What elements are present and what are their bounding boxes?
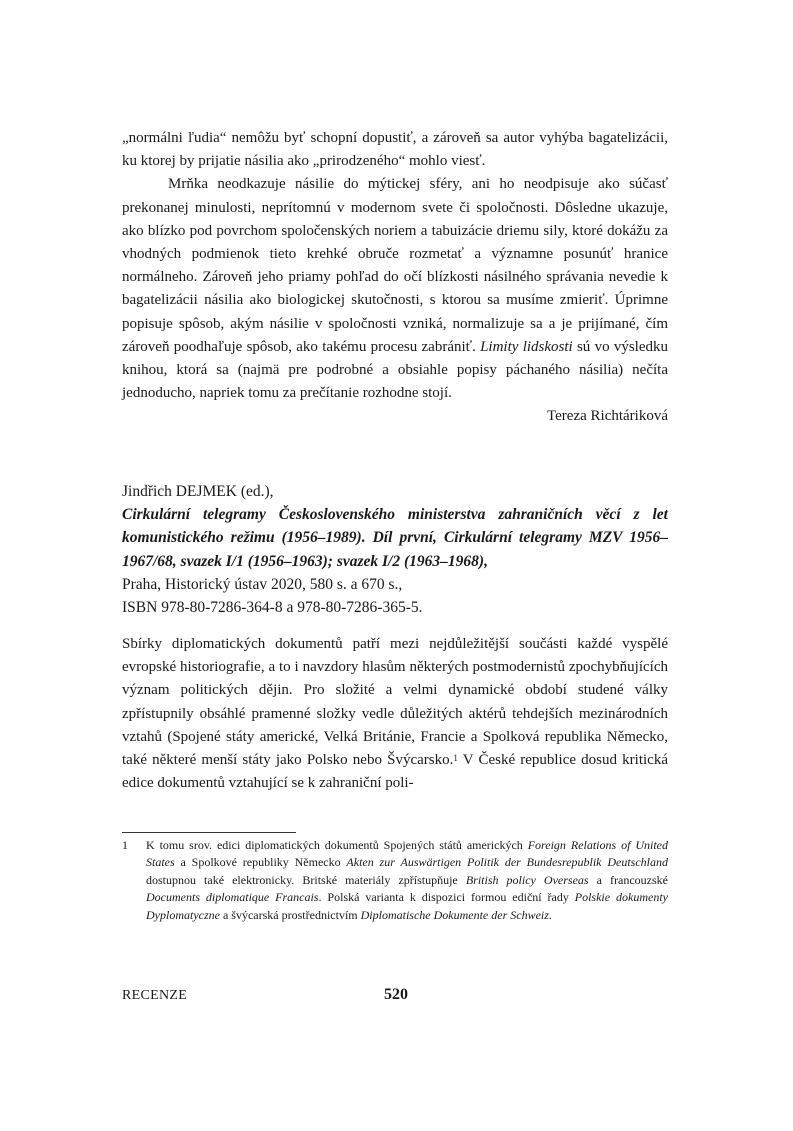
bibliographic-entry [122,480,668,619]
review-body [122,633,668,795]
footnote-reference[interactable]: 1 [453,753,458,764]
footnote-divider [122,832,296,833]
footnote [122,837,668,924]
text-run: Sbírky diplomatických dokumentů patří mezi nejdůležitější součásti každé vyspělé evropské historiografie, a to i navzdory hlasům některých postmodernistů zpochybňujících význam politických dějin. Pro složité a velmi dynamické období studené války zpřístupnily obsáhlé pramenné složky vedle důležitých aktérů tehdejších mezinárodních vztahů (Spojené státy americké, Velká Británie, Francie a Spolková republika Německo, také některé menší státy jako Polsko nebo Švýcarsko. [122,636,668,769]
publisher-info: Praha, Historický ústav 2020, 580 s. a 670 s., [122,575,403,593]
running-head: RECENZE [122,988,188,1003]
page-number: 520 [384,986,408,1003]
text-run: Mrňka neodkazuje násilie do mýtickej sféry, ani ho neodpisuje ako súčasť prekonanej minulosti, neprítomnú v modernom svete či spoločnosti. Dôsledne ukazuje, ako blízko pod povrchom spoločenských noriem a tabuizácie driemu sily, ktoré dokážu za vhodných podmienok tieto krehké obruče rozmetať a významne posunúť hranice normálneho. Zároveň jeho priamy pohľad do očí blízkosti násilného správania nevedie k bagatelizácii násilia ako biologickej skutočnosti, s ktorou sa musíme zmieriť. Úprimne popisuje spôsob, akým násilie v spoločnosti vzniká, normalizuje sa a je prijímané, čím zároveň poodhaľuje spôsob, ako takému procesu zabrániť. [122,176,668,355]
text-run: sú vo výsledku knihou, ktorá sa (najmä pre podrobné a obsiahle popisy páchaného násilia) nečíta jednoducho, napriek tomu za prečítanie rozhodne stojí. [122,338,668,402]
footnote-text: K tomu srov. edici diplomatických dokumentů Spojených států amerických Foreign Relations of United States a Spolkové republiky Německo Akten zur Auswärtigen Politik der Bundesrepublik Deutschland dostupnou také elektronicky. Britské materiály zpřístupňuje British policy Overseas a francouzské Documents diplomatique Francais. Polská varianta k dispozici formou ediční řady Polskie dokumenty Dyplomatyczne a švýcarská prostřednictvím Diplomatische Dokumente der Schweiz. [146,838,668,922]
paragraph [122,633,668,795]
editor-name: Jindřich DEJMEK (ed.), [122,483,274,500]
review-conclusion [122,127,668,429]
paragraph [122,173,668,405]
paragraph: „normálni ľudia“ nemôžu byť schopní dopustiť, a zároveň sa autor vyhýba bagatelizácii, ku ktorej by prijatie násilia ako „prirodzeného“ mohlo viesť. [122,130,668,170]
isbn: ISBN 978-80-7286-364-8 a 978-80-7286-365-5. [122,599,423,617]
reviewer-signature: Tereza Richtáriková [547,408,668,425]
book-title: Limity lidskosti [480,338,573,355]
text-run: V České republice dosud kritická edice dokumentů vztahující se k zahraniční poli- [122,752,668,792]
book-title: Cirkulární telegramy Československého ministerstva zahraničních věcí z let komunistického režimu (1956–1989). Díl první, Cirkulární telegramy MZV 1956–1967/68, svazek I/1 (1956–1963); svazek I/2 (1963–1968), [122,506,668,570]
footnote-number: 1 [122,838,128,852]
